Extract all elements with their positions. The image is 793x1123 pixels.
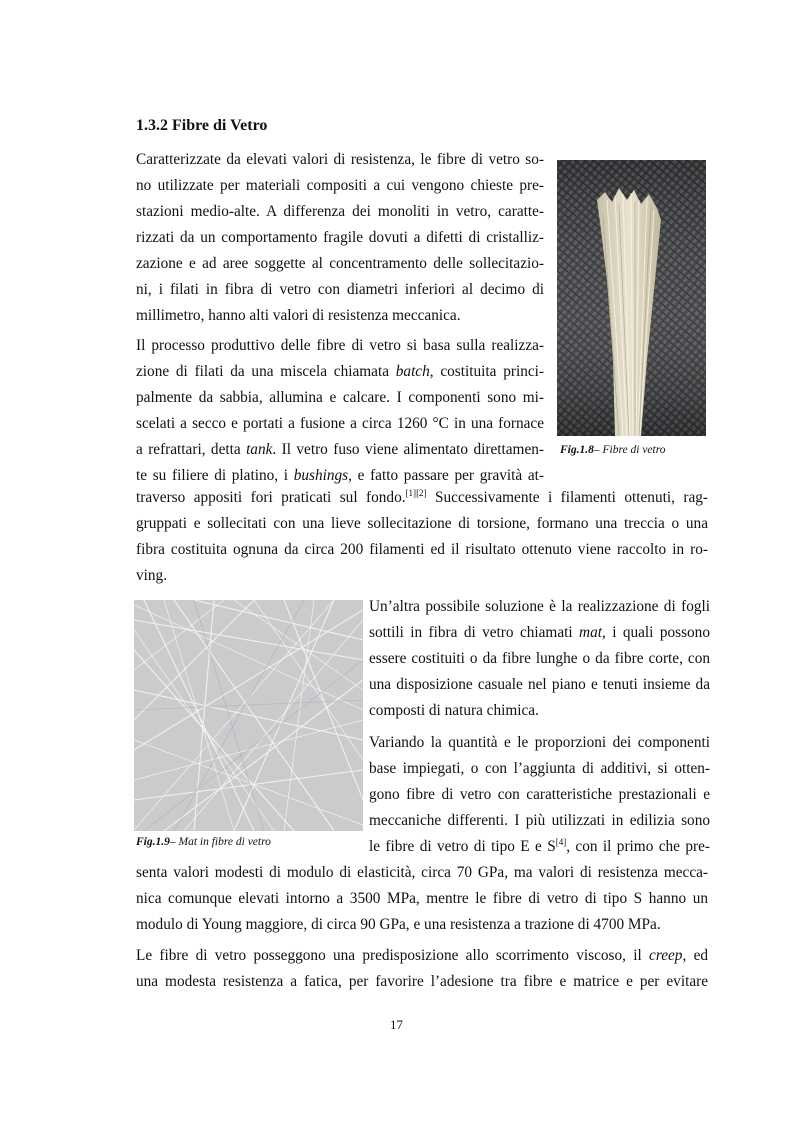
text-line: palmente da sabbia, allumina e calcare. I componenti sono mi- bbox=[136, 389, 544, 406]
glass-mat-image bbox=[134, 600, 363, 831]
citation: [2] bbox=[416, 488, 427, 498]
term-creep: creep bbox=[649, 947, 683, 964]
paragraph-5 bbox=[136, 943, 708, 995]
text-line: meccaniche differenti. I più utilizzati in edilizia sono bbox=[369, 812, 710, 829]
text-line: gruppati e sollecitati con una lieve sollecitazione di torsione, formano una treccia o una bbox=[136, 515, 708, 532]
text-line: no utilizzate per materiali compositi a cui vengono chieste pre- bbox=[136, 177, 544, 194]
term-bushings: bushings bbox=[293, 467, 349, 484]
term-tank: tank bbox=[246, 441, 273, 458]
citation: [4] bbox=[555, 837, 567, 847]
text-line: senta valori modesti di modulo di elasticità, circa 70 GPa, ma valori di resistenza mecca- bbox=[136, 864, 708, 881]
page-number: 17 bbox=[390, 1017, 403, 1032]
text-line: a refrattari, detta tank. Il vetro fuso viene alimentato direttamen- bbox=[136, 441, 544, 458]
text-line: traverso appositi fori praticati sul fondo.[1][2] Successivamente i filamenti ottenuti, rag- bbox=[136, 488, 708, 506]
text-line: le fibre di vetro di tipo E e S[4], con il primo che pre- bbox=[369, 837, 710, 855]
caption-label: Fig.1.8 bbox=[560, 444, 594, 456]
caption-text: – Fibre di vetro bbox=[593, 444, 666, 456]
paragraph-2 bbox=[136, 333, 544, 489]
caption-label: Fig.1.9 bbox=[136, 836, 170, 848]
text-line: Variando la quantità e le proporzioni dei componenti bbox=[369, 734, 710, 751]
text-line: fibra costituita ognuna da circa 200 filamenti ed il risultato ottenuto viene raccolto in ro- bbox=[136, 541, 708, 558]
caption-text: – Mat in fibre di vetro bbox=[169, 836, 271, 848]
text-line: gono fibre di vetro con caratteristiche prestazionali e bbox=[369, 786, 710, 803]
text-line: Le fibre di vetro posseggono una predisposizione allo scorrimento viscoso, il creep, ed bbox=[136, 947, 709, 964]
text-line: una disposizione casuale nel piano e tenuti insieme da bbox=[369, 676, 710, 693]
text-line: millimetro, hanno alti valori di resistenza meccanica. bbox=[136, 307, 461, 324]
citation: [1] bbox=[405, 488, 417, 498]
text-line: modulo di Young maggiore, di circa 90 GPa, e una resistenza a trazione di 4700 MPa. bbox=[136, 916, 661, 933]
text-line: Caratterizzate da elevati valori di resistenza, le fibre di vetro so- bbox=[136, 151, 544, 168]
text-line: base impiegati, o con l’aggiunta di additivi, si otten- bbox=[369, 760, 710, 777]
text-line: una modesta resistenza a fatica, per favorire l’adesione tra fibre e matrice e per evitare bbox=[136, 973, 708, 990]
text-line: te su filiere di platino, i bushings, e fatto passare per gravità at- bbox=[136, 467, 544, 484]
paragraph-2-continued bbox=[136, 485, 708, 589]
text-line: ving. bbox=[136, 567, 168, 584]
text-line: nica comunque elevati intorno a 3500 MPa, mentre le fibre di vetro di tipo S hanno un bbox=[136, 890, 708, 907]
text-line: composti di natura chimica. bbox=[369, 702, 539, 719]
text-line: sottili in fibra di vetro chiamati mat, i quali possono bbox=[369, 624, 710, 641]
paragraph-3 bbox=[369, 594, 710, 724]
figure-glass-mat bbox=[134, 600, 363, 831]
text-line: ni, i filati in fibra di vetro con diametri inferiori al decimo di bbox=[136, 281, 544, 298]
figure-caption-1-8 bbox=[560, 444, 666, 456]
text-line: scelati a secco e portati a fusione a circa 1260 °C in una fornace bbox=[136, 415, 544, 432]
section-heading: 1.3.2 Fibre di Vetro bbox=[136, 117, 268, 134]
term-batch: batch bbox=[395, 363, 430, 380]
text-line: essere costituiti o da fibre lunghe o da fibre corte, con bbox=[369, 650, 710, 667]
text-line: Un’altra possibile soluzione è la realizzazione di fogli bbox=[369, 598, 710, 615]
glass-fibres-image bbox=[557, 160, 706, 436]
text-line: stazioni medio-alte. A differenza dei monoliti in vetro, caratte- bbox=[136, 203, 544, 220]
figure-glass-fibres bbox=[557, 160, 706, 436]
text-line: zione di filati da una miscela chiamata batch, costituita princi- bbox=[136, 363, 544, 380]
figure-caption-1-9 bbox=[136, 836, 271, 848]
text-line: Il processo produttivo delle fibre di vetro si basa sulla realizza- bbox=[136, 337, 544, 354]
paragraph-4 bbox=[369, 730, 710, 860]
text-line: zazione e ad aree soggette al concentramento delle sollecitazio- bbox=[136, 255, 544, 272]
term-mat: mat, bbox=[579, 624, 606, 641]
paragraph-1 bbox=[136, 147, 544, 329]
paragraph-4-continued bbox=[136, 860, 708, 938]
text-line: rizzati da un comportamento fragile dovuti a difetti di cristalliz- bbox=[136, 229, 544, 246]
